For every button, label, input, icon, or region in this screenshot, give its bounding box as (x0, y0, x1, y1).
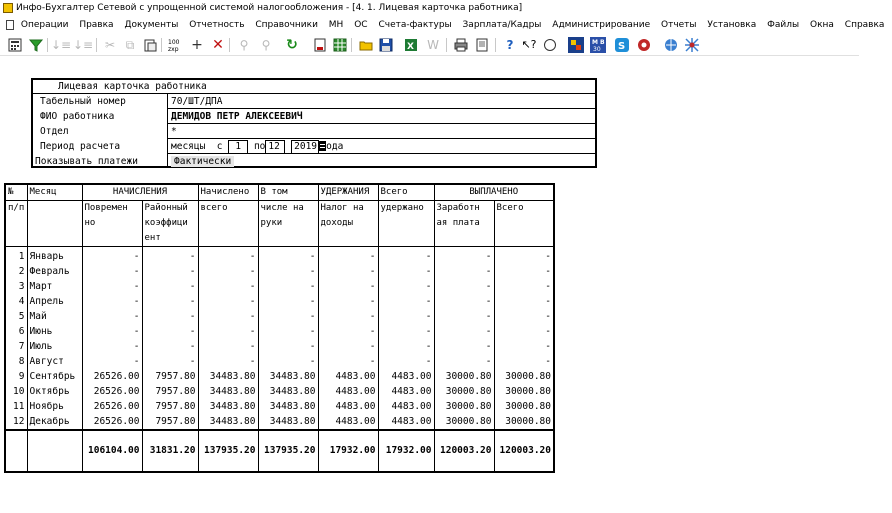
value-cell[interactable]: - (258, 354, 318, 369)
net-pay-line1: числе на (260, 203, 304, 213)
row-payments (33, 154, 595, 168)
sort-ascending-icon[interactable]: ↓≡ (50, 38, 72, 52)
row-number-cell: 12 (5, 414, 27, 430)
value-cell[interactable]: 4483.00 (378, 369, 434, 384)
value-cell[interactable]: - (378, 309, 434, 324)
total-cell: 137935.20 (198, 430, 258, 472)
value-cell[interactable]: - (378, 339, 434, 354)
value-cell[interactable]: - (198, 324, 258, 339)
value-cell[interactable]: 4483.00 (318, 384, 378, 399)
value-cell[interactable]: - (318, 247, 378, 265)
value-cell[interactable]: 30000.80 (434, 399, 494, 414)
colorful-app-icon[interactable] (568, 37, 584, 53)
table-row[interactable] (5, 264, 554, 279)
value-cell[interactable]: - (378, 247, 434, 265)
row-period (33, 139, 595, 154)
row-number-cell: 5 (5, 309, 27, 324)
value-cell[interactable]: - (378, 279, 434, 294)
district-coeff-line2: коэффици (144, 218, 188, 228)
mb-icon[interactable] (590, 37, 606, 53)
value-cell[interactable]: - (142, 264, 198, 279)
toolbar (0, 34, 859, 56)
month-cell[interactable]: Ноябрь (27, 399, 82, 414)
month-cell[interactable]: Февраль (27, 264, 82, 279)
value-cell[interactable]: - (142, 247, 198, 265)
time-based-header-line2: но (84, 218, 96, 228)
sort-descending-icon[interactable]: ↓≡ (72, 38, 94, 52)
row-number-cell: 6 (5, 324, 27, 339)
paste-icon[interactable] (142, 37, 158, 53)
value-cell[interactable]: 34483.80 (198, 384, 258, 399)
row-tab-number (33, 94, 595, 109)
add-icon[interactable]: + (191, 37, 203, 53)
value-cell[interactable]: - (82, 279, 142, 294)
value-cell[interactable]: - (198, 279, 258, 294)
employee-card (31, 78, 597, 168)
unlink-icon[interactable]: ⚲ (261, 38, 271, 52)
table-row[interactable] (5, 414, 554, 430)
income-tax-line2: доходы (320, 218, 354, 228)
value-cell[interactable]: - (318, 279, 378, 294)
month-cell[interactable]: Апрель (27, 294, 82, 309)
value-cell[interactable]: 7957.80 (142, 369, 198, 384)
open-folder-icon[interactable] (358, 37, 374, 53)
save-document-icon[interactable] (312, 37, 328, 53)
period-prefix: месяцы с (171, 141, 223, 152)
value-cell[interactable]: - (318, 324, 378, 339)
month-cell[interactable]: Декабрь (27, 414, 82, 430)
value-cell[interactable]: - (198, 339, 258, 354)
department-field[interactable]: * (171, 126, 177, 137)
row-number-cell: 1 (5, 247, 27, 265)
net-pay-line2: руки (260, 218, 283, 228)
svg-text:100: 100 (168, 39, 180, 46)
value-cell[interactable]: - (198, 264, 258, 279)
value-cell[interactable]: 34483.80 (198, 414, 258, 430)
window-title-bar (0, 0, 859, 17)
preview-icon[interactable] (474, 37, 490, 53)
menu-windows[interactable]: Окна (809, 20, 834, 30)
calculator-icon[interactable] (7, 37, 23, 53)
value-cell[interactable]: - (82, 354, 142, 369)
payments-value-wrap (168, 154, 595, 168)
delete-icon[interactable]: ✕ (212, 37, 224, 53)
month-cell[interactable]: Сентябрь (27, 369, 82, 384)
month-cell[interactable]: Июнь (27, 324, 82, 339)
value-cell[interactable]: - (378, 324, 434, 339)
value-cell[interactable]: - (434, 279, 494, 294)
total-cell: 17932.00 (318, 430, 378, 472)
value-cell[interactable]: 30000.80 (494, 384, 554, 399)
print-icon[interactable] (453, 37, 469, 53)
total-cell: 120003.20 (434, 430, 494, 472)
value-cell[interactable]: 30000.80 (434, 384, 494, 399)
table-row[interactable] (5, 309, 554, 324)
value-cell[interactable]: 26526.00 (82, 414, 142, 430)
context-help-icon[interactable]: ↖? (521, 38, 537, 51)
menu-reporting[interactable]: Отчетность (189, 20, 245, 30)
cut-icon[interactable]: ✂ (104, 38, 116, 52)
accrued-header: Начислено (198, 184, 258, 201)
totals-label-cell (27, 430, 82, 472)
menu-payroll[interactable]: Зарплата/Кадры (462, 20, 542, 30)
value-cell[interactable]: - (318, 264, 378, 279)
row-number-cell: 9 (5, 369, 27, 384)
value-cell[interactable]: - (142, 294, 198, 309)
col-num-subheader: п/п (5, 201, 27, 247)
district-coeff-line1: Районный (144, 203, 188, 213)
value-cell[interactable]: - (494, 354, 554, 369)
row-number-cell: 3 (5, 279, 27, 294)
globe-icon[interactable] (663, 37, 679, 53)
accrued-total-header: всего (198, 201, 258, 247)
value-cell[interactable]: 34483.80 (258, 369, 318, 384)
incl-header: В том (258, 184, 318, 201)
year-field[interactable]: 2019 (291, 140, 319, 154)
value-cell[interactable]: - (318, 294, 378, 309)
row-number-cell: 11 (5, 399, 27, 414)
fio-field[interactable]: ДЕМИДОВ ПЕТР АЛЕКСЕЕВИЧ (171, 111, 303, 122)
row-number-cell: 4 (5, 294, 27, 309)
value-cell[interactable]: 4483.00 (318, 369, 378, 384)
period-controls (168, 139, 595, 154)
value-cell[interactable]: 30000.80 (494, 414, 554, 430)
department-label: Отдел (33, 124, 168, 139)
tab-number-label: Табельный номер (33, 94, 168, 109)
month-cell[interactable]: Март (27, 279, 82, 294)
value-cell[interactable]: - (494, 324, 554, 339)
table-row[interactable] (5, 294, 554, 309)
camera-icon[interactable] (636, 37, 652, 53)
table-row[interactable] (5, 399, 554, 414)
menu-documents[interactable]: Документы (124, 20, 179, 30)
withheld-header: удержано (378, 201, 434, 247)
compass-icon[interactable] (542, 37, 558, 53)
value-cell[interactable]: 26526.00 (82, 384, 142, 399)
spreadsheet-icon[interactable] (332, 37, 348, 53)
menu-files[interactable]: Файлы (767, 20, 800, 30)
menu-help[interactable]: Справка (844, 20, 885, 30)
table-row[interactable] (5, 247, 554, 265)
menu-directories[interactable]: Справочники (255, 20, 318, 30)
paid-total-header: Всего (494, 201, 554, 247)
menu-settings[interactable]: Установка (707, 20, 757, 30)
value-cell[interactable]: 7957.80 (142, 384, 198, 399)
filter-icon[interactable] (28, 37, 44, 53)
salary-line2: ая плата (436, 218, 480, 228)
table-row[interactable] (5, 384, 554, 399)
income-tax-header (318, 201, 378, 247)
menu-administration[interactable]: Администрирование (552, 20, 651, 30)
value-cell[interactable]: - (494, 294, 554, 309)
menu-operations[interactable]: Операции (20, 20, 69, 30)
value-cell[interactable]: 7957.80 (142, 414, 198, 430)
value-cell[interactable]: - (142, 309, 198, 324)
value-cell[interactable]: - (258, 294, 318, 309)
menu-os[interactable]: ОС (354, 20, 368, 30)
value-cell[interactable]: - (494, 279, 554, 294)
value-cell[interactable]: - (142, 279, 198, 294)
copy-icon[interactable]: ⧉ (125, 38, 135, 52)
value-cell[interactable]: 34483.80 (258, 414, 318, 430)
value-cell[interactable]: - (494, 264, 554, 279)
payments-select[interactable]: Фактически (171, 156, 234, 167)
value-cell[interactable]: 4483.00 (378, 384, 434, 399)
save-icon[interactable] (378, 37, 394, 53)
total-cell: 106104.00 (82, 430, 142, 472)
value-cell[interactable]: 4483.00 (378, 399, 434, 414)
menu-invoices[interactable]: Счета-фактуры (378, 20, 452, 30)
total-cell: 137935.20 (258, 430, 318, 472)
value-cell[interactable]: - (82, 264, 142, 279)
value-cell[interactable]: 34483.80 (258, 399, 318, 414)
value-cell[interactable]: - (378, 354, 434, 369)
value-cell[interactable]: 30000.80 (494, 369, 554, 384)
table-row[interactable] (5, 354, 554, 369)
table-row[interactable] (5, 324, 554, 339)
totals-num-cell (5, 430, 27, 472)
value-cell[interactable]: - (82, 309, 142, 324)
value-cell[interactable]: 30000.80 (434, 414, 494, 430)
month-cell[interactable]: Январь (27, 247, 82, 265)
value-cell[interactable]: - (434, 247, 494, 265)
fio-label: ФИО работника (33, 109, 168, 124)
value-cell[interactable]: 26526.00 (82, 369, 142, 384)
month-cell[interactable]: Октябрь (27, 384, 82, 399)
value-cell[interactable]: 34483.80 (198, 399, 258, 414)
period-label: Период расчета (33, 139, 168, 154)
month-cell[interactable]: Июль (27, 339, 82, 354)
value-cell[interactable]: 30000.80 (434, 369, 494, 384)
value-cell[interactable]: - (198, 354, 258, 369)
row-number-cell: 2 (5, 264, 27, 279)
value-cell[interactable]: - (378, 294, 434, 309)
value-cell[interactable]: 4483.00 (318, 414, 378, 430)
calc-1c-icon[interactable] (167, 37, 183, 53)
svg-text:zxp: zxp (168, 46, 179, 53)
value-cell[interactable]: - (494, 247, 554, 265)
value-cell[interactable]: - (198, 294, 258, 309)
time-based-header-line1: Повремен (84, 203, 128, 213)
row-number-cell: 10 (5, 384, 27, 399)
deductions-header: УДЕРЖАНИЯ (318, 184, 378, 201)
value-cell[interactable]: - (82, 324, 142, 339)
value-cell[interactable]: - (142, 324, 198, 339)
value-cell[interactable]: - (434, 354, 494, 369)
row-department (33, 124, 595, 139)
svg-text:S: S (618, 41, 626, 52)
table-row[interactable] (5, 279, 554, 294)
menu-edit[interactable]: Правка (79, 20, 114, 30)
app-logo-icon (3, 3, 13, 13)
time-based-header (82, 201, 142, 247)
total-cell: 120003.20 (494, 430, 554, 472)
table-row[interactable] (5, 339, 554, 354)
row-number-cell: 8 (5, 354, 27, 369)
value-cell[interactable]: - (434, 324, 494, 339)
value-cell[interactable]: - (494, 309, 554, 324)
card-title: Лицевая карточка работника (33, 80, 595, 94)
payments-label: Показывать платежи (33, 154, 168, 168)
value-cell[interactable]: - (318, 339, 378, 354)
window-title: Инфо-Бухгалтер Сетевой с упрощенной системой налогообложения - [4. 1. Лицевая карточка работника] (16, 3, 523, 13)
paid-header: ВЫПЛАЧЕНО (434, 184, 554, 201)
month-to-field[interactable]: 12 (265, 140, 285, 154)
month-cell[interactable]: Август (27, 354, 82, 369)
value-cell[interactable]: - (198, 309, 258, 324)
skype-icon[interactable] (614, 37, 630, 53)
svg-text:30: 30 (593, 46, 601, 53)
salary-line1: Заработн (436, 203, 480, 213)
value-cell[interactable]: 30000.80 (494, 399, 554, 414)
value-cell[interactable]: - (258, 279, 318, 294)
value-cell[interactable]: 4483.00 (318, 399, 378, 414)
link-icon[interactable]: ⚲ (239, 38, 249, 52)
total-cell: 17932.00 (378, 430, 434, 472)
value-cell[interactable]: - (198, 247, 258, 265)
row-number-cell: 7 (5, 339, 27, 354)
network-icon[interactable] (684, 37, 700, 53)
col-num-header: № (5, 184, 27, 201)
month-from-field[interactable]: 1 (228, 140, 248, 154)
menu-mn[interactable]: МН (328, 20, 344, 30)
year-suffix-text: ода (326, 141, 344, 152)
district-coeff-line3: ент (144, 233, 161, 243)
net-pay-header (258, 201, 318, 247)
month-cell[interactable]: Май (27, 309, 82, 324)
salary-header (434, 201, 494, 247)
value-cell[interactable]: - (434, 339, 494, 354)
value-cell[interactable]: - (142, 354, 198, 369)
excel-icon[interactable] (403, 37, 419, 53)
total-cell: 31831.20 (142, 430, 198, 472)
period-to-text: по (253, 141, 266, 152)
value-cell[interactable]: - (434, 264, 494, 279)
year-dropdown-icon[interactable] (319, 141, 326, 151)
value-cell[interactable]: - (318, 309, 378, 324)
value-cell[interactable]: - (82, 247, 142, 265)
value-cell[interactable]: - (434, 294, 494, 309)
value-cell[interactable]: - (142, 339, 198, 354)
menu-bar (0, 17, 885, 33)
document-icon[interactable] (6, 20, 14, 30)
value-cell[interactable]: - (378, 264, 434, 279)
value-cell[interactable]: - (82, 339, 142, 354)
total-withheld-header: Всего (378, 184, 434, 201)
table-row[interactable] (5, 369, 554, 384)
value-cell[interactable]: - (258, 309, 318, 324)
accruals-header: НАЧИСЛЕНИЯ (82, 184, 198, 201)
value-cell[interactable]: - (258, 339, 318, 354)
help-icon[interactable]: ? (506, 38, 514, 52)
payroll-grid (4, 183, 555, 473)
value-cell[interactable]: - (82, 294, 142, 309)
value-cell[interactable]: - (434, 309, 494, 324)
word-icon[interactable]: W (427, 38, 439, 52)
value-cell[interactable]: 26526.00 (82, 399, 142, 414)
income-tax-line1: Налог на (320, 203, 364, 213)
row-fio (33, 109, 595, 124)
value-cell[interactable]: 34483.80 (258, 384, 318, 399)
value-cell[interactable]: - (258, 264, 318, 279)
value-cell[interactable]: 34483.80 (198, 369, 258, 384)
value-cell[interactable]: - (494, 339, 554, 354)
svg-text:X: X (407, 42, 414, 52)
refresh-icon[interactable]: ↻ (286, 37, 298, 53)
col-month-header: Месяц (27, 184, 82, 201)
tab-number-field[interactable]: 70/ШТ/ДПА (171, 96, 223, 107)
value-cell[interactable]: - (318, 354, 378, 369)
menu-reports[interactable]: Отчеты (661, 20, 697, 30)
value-cell[interactable]: 4483.00 (378, 414, 434, 430)
col-month-subheader (27, 201, 82, 247)
value-cell[interactable]: 7957.80 (142, 399, 198, 414)
svg-text:M B: M B (592, 39, 605, 46)
district-coeff-header (142, 201, 198, 247)
value-cell[interactable]: - (258, 247, 318, 265)
value-cell[interactable]: - (258, 324, 318, 339)
